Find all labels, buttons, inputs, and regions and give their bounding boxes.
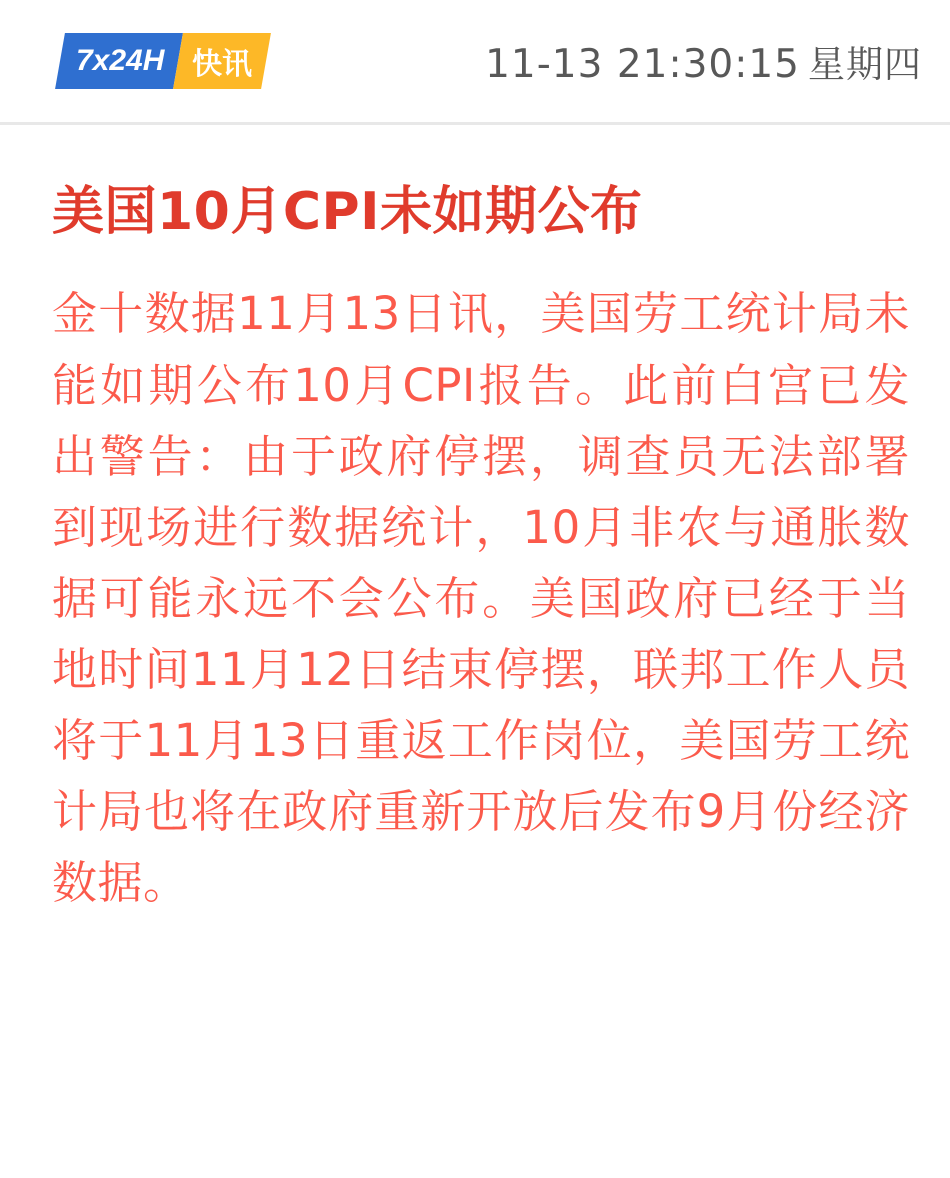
logo-primary-label: 7x24H — [76, 44, 165, 77]
timestamp — [485, 34, 922, 88]
article — [0, 125, 950, 918]
logo-secondary-label: 快讯 — [192, 48, 253, 81]
brand-logo — [55, 33, 271, 89]
logo-primary-badge — [55, 33, 183, 89]
timestamp-datetime: 11-13 21:30:15 — [485, 42, 800, 87]
page-header — [0, 0, 950, 122]
logo-secondary-badge — [173, 33, 271, 89]
timestamp-weekday: 星期四 — [808, 43, 922, 86]
article-body: 金十数据11月13日讯，美国劳工统计局未能如期公布10月CPI报告。此前白宫已发出警告：由于政府停摆，调查员无法部署到现场进行数据统计，10月非农与通胀数据可能永远不会公布。美国政府已经于当地时间11月12日结束停摆，联邦工作人员将于11月13日重返工作岗位，美国劳工统计局也将在政府重新开放后发布9月份经济数据。 — [52, 287, 910, 910]
article-title: 美国10月CPI未如期公布 — [52, 182, 643, 242]
